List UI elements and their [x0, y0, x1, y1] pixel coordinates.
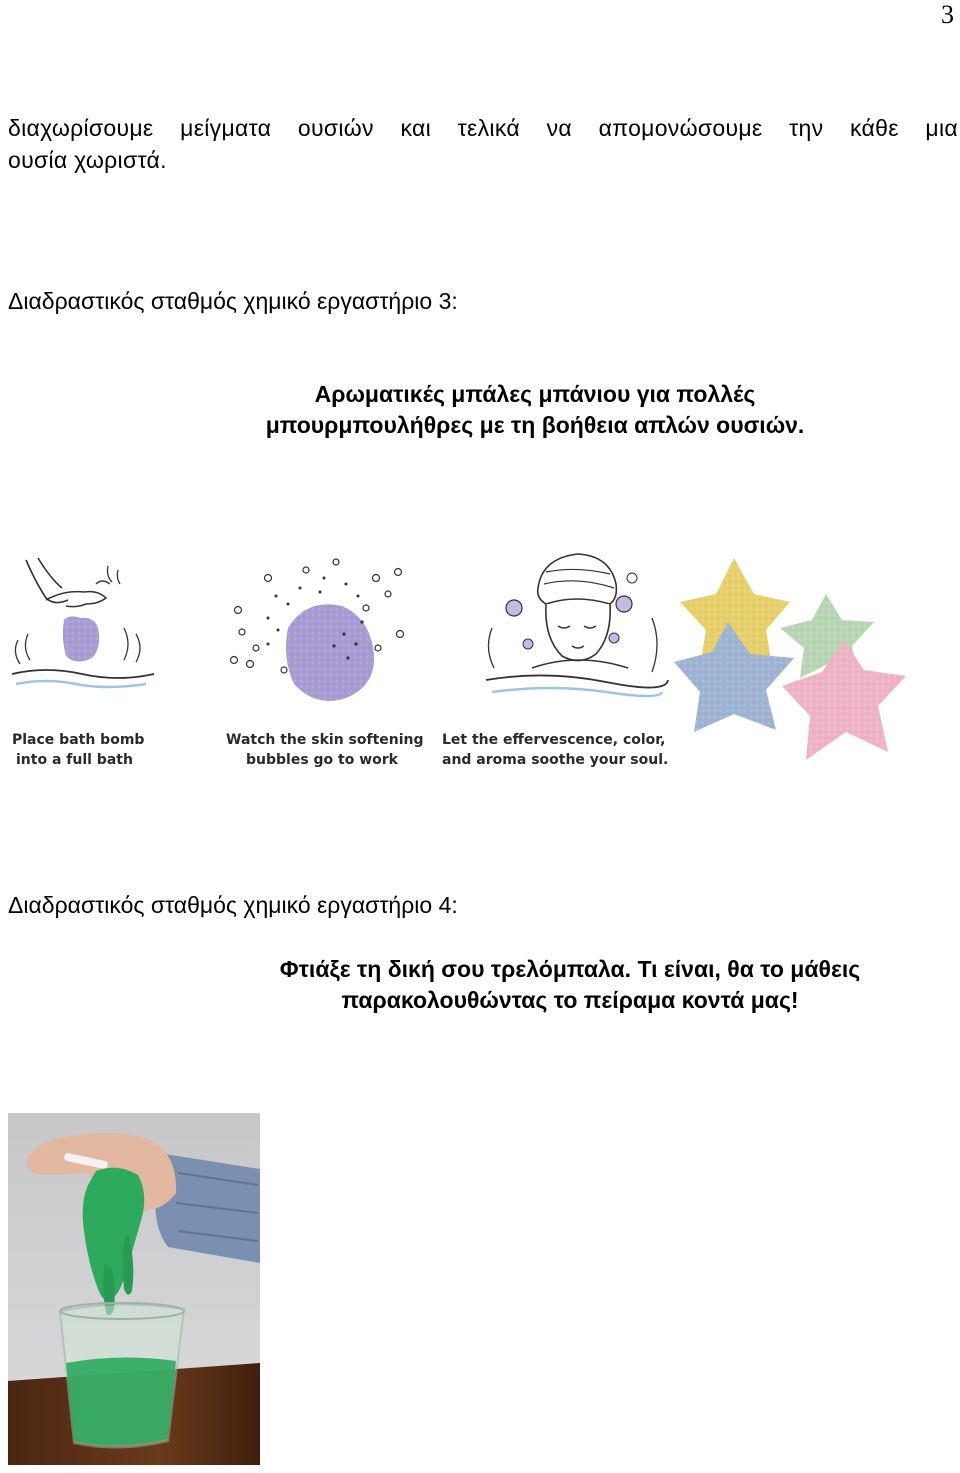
panel-3-caption-line-1: Let the effervescence, color,: [442, 732, 666, 748]
panel-2-caption-line-1: Watch the skin softening: [226, 732, 424, 748]
station-3-heading: Διαδραστικός σταθμός χημικό εργαστήριο 3:: [8, 288, 458, 314]
station-3-subtitle: [200, 379, 870, 441]
panel-2-drawing: [226, 559, 424, 768]
bath-bomb-illustration: [6, 548, 911, 780]
bath-bomb-svg: [6, 548, 911, 780]
bather-face: [546, 604, 610, 661]
intro-line-2: ουσία χωριστά.: [8, 147, 167, 173]
slime-photo: [8, 1113, 260, 1465]
station-3-subtitle-line-2: μπουρμπουλήθρες με τη βοήθεια απλών ουσιών.: [265, 412, 805, 438]
panel-2-caption-line-2: bubbles go to work: [246, 752, 398, 768]
station-4-subtitle-line-1: Φτιάξε τη δική σου τρελόμπαλα. Τι είναι, θα το μάθεις: [279, 956, 861, 982]
panel-1-drawing: [12, 558, 154, 687]
station-4-heading: Διαδραστικός σταθμός χημικό εργαστήριο 4:: [8, 892, 458, 918]
station-4-subtitle: [180, 954, 960, 1016]
intro-paragraph: [8, 112, 958, 176]
star-bath-bombs-photo: [674, 558, 906, 760]
panel-3-caption-line-2: and aroma soothe your soul.: [442, 752, 669, 768]
panel-3-drawing: [442, 554, 668, 768]
panel-1-caption-line-1: Place bath bomb: [12, 732, 145, 748]
smiley-bubble-icon: [616, 596, 632, 612]
station-3-subtitle-line-1: Αρωματικές μπάλες μπάνιου για πολλές: [314, 381, 756, 407]
smiley-bubble-icon: [506, 600, 522, 616]
panel-1-caption-line-2: into a full bath: [16, 752, 133, 768]
slime-photo-svg: [8, 1113, 260, 1465]
intro-line-1: διαχωρίσουμε μείγματα ουσιών και τελικά να απομονώσουμε την κάθε μια: [8, 115, 958, 141]
station-4-subtitle-line-2: παρακολουθώντας το πείραμα κοντά μας!: [341, 987, 799, 1013]
page-number: 3: [941, 0, 954, 29]
